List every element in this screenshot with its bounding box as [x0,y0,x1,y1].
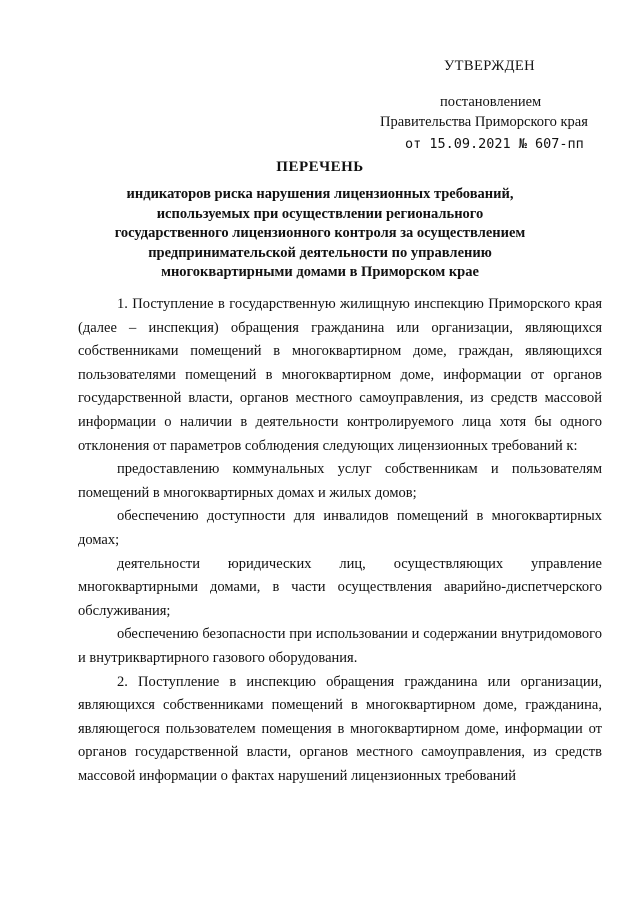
approval-line-government: Правительства Приморского края [380,114,588,130]
approval-line-date-number: от 15.09.2021 № 607-пп [405,136,584,152]
paragraph-1-item-accessibility: обеспечению доступности для инвалидов помещений в многоквартирных домах; [78,508,602,548]
document-body [78,293,602,788]
document-subtitle: индикаторов риска нарушения лицензионных требований, используемых при осуществлении регионального государственного лицензионного контроля за осуществлением предпринимательской деятельности по управлению многоквартирными домами в Приморском крае [114,186,526,281]
paragraph-1-item-emergency-service: деятельности юридических лиц, осуществляющих управление многоквартирными домами, в части осуществления аварийно-диспетчерского обслуживания; [78,555,602,619]
paragraph-1-item-gas-safety: обеспечению безопасности при использовании и содержании внутридомового и внутриквартирного газового оборудования. [78,626,602,666]
paragraph-1: 1. Поступление в государственную жилищную инспекцию Приморского края (далее – инспекция) обращения гражданина или организации, являющихся собственниками помещений в многоквартирном доме, граждан, являющихся пользователями помещений в многоквартирном доме, информации от органов государственной власти, органов местного самоуправления, из средств массовой информации о наличии в деятельности контролируемого лица хотя бы одного отклонения от параметров соблюдения следующих лицензионных требований к: [78,296,602,454]
paragraph-2: 2. Поступление в инспекцию обращения гражданина или организации, являющихся собственниками помещений в многоквартирном доме, гражданина, являющегося пользователем помещения в многоквартирном доме, информации от органов государственной власти, органов местного самоуправления, из средств массовой информации о фактах нарушений лицензионных требований [78,673,602,784]
paragraph-1-item-utilities: предоставлению коммунальных услуг собственникам и пользователям помещений в многоквартирных домах и жилых домов; [78,461,602,501]
document-title: ПЕРЕЧЕНЬ [276,159,364,175]
approval-heading: УТВЕРЖДЕН [444,58,536,74]
approval-line-resolution: постановлением [440,94,542,110]
